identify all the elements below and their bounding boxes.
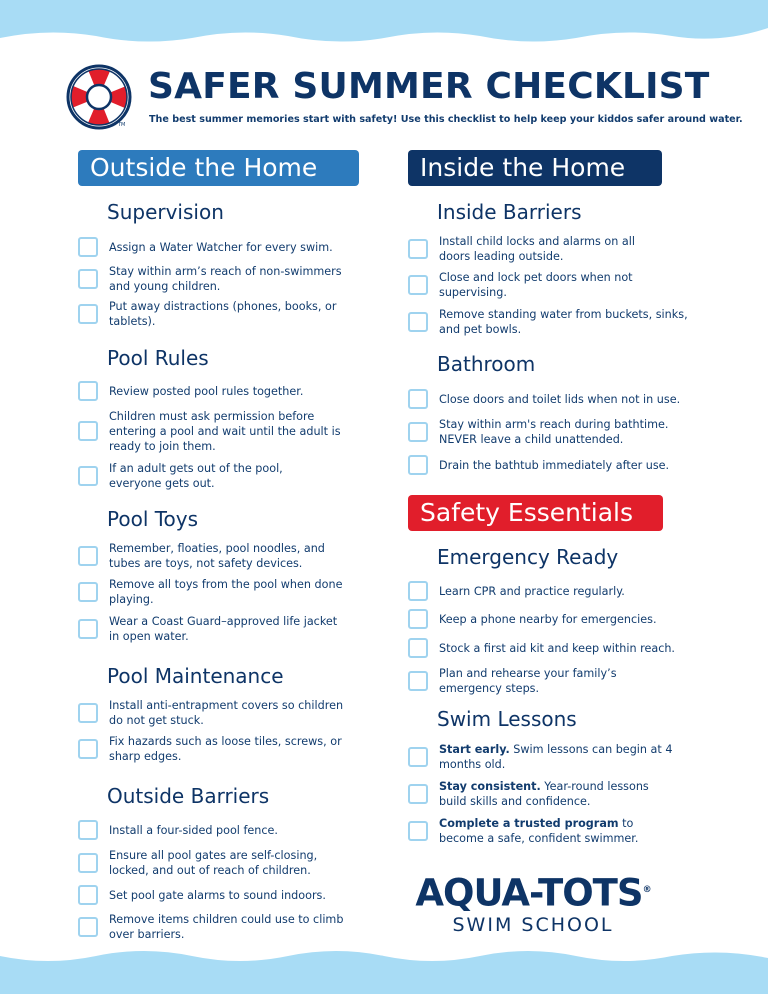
checkbox[interactable] [408, 455, 428, 475]
checkbox[interactable] [78, 381, 98, 401]
group-title: Bathroom [437, 352, 536, 376]
checklist-item [408, 304, 708, 340]
checkbox[interactable] [408, 275, 428, 295]
checkbox[interactable] [78, 917, 98, 937]
checklist-item [78, 573, 368, 611]
group-title: Swim Lessons [437, 707, 577, 731]
aqua-tots-logo [408, 870, 658, 937]
item-text: Set pool gate alarms to sound indoors. [109, 888, 326, 902]
logo-brand [408, 870, 658, 913]
checklist-item [78, 378, 368, 404]
checklist-item [408, 775, 708, 813]
checkbox[interactable] [78, 885, 98, 905]
item-text: Fix hazards such as loose tiles, screws, or sharp edges. [109, 735, 342, 763]
item-text: Remove all toys from the pool when done playing. [109, 578, 343, 606]
checklist-item [78, 696, 368, 730]
checklist-item [408, 739, 708, 775]
checklist-item [78, 458, 368, 494]
group-pool-maintenance [78, 664, 368, 768]
checkbox[interactable] [78, 304, 98, 324]
section-banner-outside: Outside the Home [78, 150, 359, 186]
group-title: Inside Barriers [437, 200, 582, 224]
checkbox[interactable] [408, 671, 428, 691]
logo-subtitle: SWIM SCHOOL [452, 914, 614, 937]
item-text: Drain the bathtub immediately after use. [439, 458, 670, 472]
item-text: Plan and rehearse your family’s emergency steps. [439, 667, 617, 695]
checklist-item [78, 232, 368, 262]
group-bathroom [408, 352, 708, 480]
group-supervision [78, 200, 368, 332]
item-text: Assign a Water Watcher for every swim. [109, 240, 333, 254]
checkbox[interactable] [408, 239, 428, 259]
checkbox[interactable] [78, 421, 98, 441]
group-emergency-ready [408, 545, 708, 699]
item-text: Remember, floaties, pool noodles, and tubes are toys, not safety devices. [109, 542, 325, 570]
checklist-item [78, 296, 368, 332]
checkbox[interactable] [78, 619, 98, 639]
item-text: Install child locks and alarms on all doors leading outside. [439, 235, 635, 263]
checkbox[interactable] [78, 237, 98, 257]
item-text-rest: Swim lessons can begin at 4 months old. [439, 743, 673, 771]
checkbox[interactable] [408, 609, 428, 629]
checklist-item [408, 414, 708, 450]
checkbox[interactable] [78, 703, 98, 723]
item-text: Children must ask permission before entering a pool and wait until the adult is ready to join them. [109, 409, 341, 453]
page-subtitle: The best summer memories start with safety! Use this checklist to help keep your kiddos safer around water. [149, 114, 743, 125]
item-text: Install a four-sided pool fence. [109, 823, 278, 837]
item-text: Close and lock pet doors when not supervising. [439, 271, 633, 299]
group-swim-lessons [408, 707, 708, 849]
checklist-item [408, 813, 708, 849]
checklist-item [408, 232, 708, 266]
checklist-item [78, 816, 368, 844]
group-outside-barriers [78, 784, 368, 946]
checklist-item [408, 266, 708, 304]
checklist-item [408, 605, 708, 633]
item-text: Ensure all pool gates are self-closing, locked, and out of reach of children. [109, 849, 318, 877]
item-text-rest: to become a safe, confident swimmer. [439, 817, 639, 845]
group-title: Pool Maintenance [107, 664, 284, 688]
group-pool-toys [78, 507, 368, 647]
group-title: Supervision [107, 200, 224, 224]
item-text: Stock a first aid kit and keep within reach. [439, 641, 675, 655]
checklist-item [408, 384, 708, 414]
item-text-bold: Stay consistent. [439, 780, 541, 793]
checkbox[interactable] [78, 853, 98, 873]
checkbox[interactable] [78, 269, 98, 289]
logo-brand-text: AQUA-TOTS [415, 871, 643, 915]
checkbox[interactable] [408, 581, 428, 601]
item-text: Stay within arm's reach during bathtime. NEVER leave a child unattended. [439, 418, 669, 446]
checklist-item [78, 844, 368, 882]
checkbox[interactable] [78, 546, 98, 566]
checklist-item [408, 633, 708, 663]
checkbox[interactable] [78, 739, 98, 759]
group-title: Outside Barriers [107, 784, 270, 808]
checkbox[interactable] [408, 312, 428, 332]
checkbox[interactable] [408, 784, 428, 804]
page-title: SAFER SUMMER CHECKLIST [148, 66, 710, 107]
group-title: Emergency Ready [437, 545, 619, 569]
item-text: Keep a phone nearby for emergencies. [439, 612, 657, 626]
section-banner-essentials: Safety Essentials [408, 495, 663, 531]
checklist-item [78, 404, 368, 458]
top-wave-decoration [0, 0, 768, 50]
item-text: Wear a Coast Guard–approved life jacket in open water. [109, 615, 338, 643]
group-inside-barriers [408, 200, 708, 340]
group-title: Pool Toys [107, 507, 199, 531]
checklist-item [78, 262, 368, 296]
checklist-item [78, 882, 368, 908]
item-text: Remove standing water from buckets, sinks, and pet bowls. [439, 308, 688, 336]
checklist-item [78, 539, 368, 573]
life-buoy-icon [66, 64, 132, 130]
item-text: If an adult gets out of the pool, everyone gets out. [109, 462, 283, 490]
bottom-wave-decoration [0, 944, 768, 994]
checklist-item [408, 663, 708, 699]
checkbox[interactable] [408, 389, 428, 409]
checkbox[interactable] [408, 821, 428, 841]
checkbox[interactable] [408, 422, 428, 442]
checklist-item [78, 730, 368, 768]
group-title: Pool Rules [107, 346, 209, 370]
item-text [439, 779, 674, 809]
item-text: Put away distractions (phones, books, or tablets). [109, 300, 337, 328]
item-text: Learn CPR and practice regularly. [439, 584, 625, 598]
item-text-bold: Start early. [439, 743, 510, 756]
group-pool-rules [78, 346, 368, 494]
checkbox[interactable] [78, 820, 98, 840]
item-text: Stay within arm’s reach of non-swimmers and young children. [109, 265, 342, 293]
checklist-item [78, 908, 368, 946]
item-text: Remove items children could use to climb over barriers. [109, 913, 344, 941]
checklist-item [408, 450, 708, 480]
item-text: Close doors and toilet lids when not in use. [439, 392, 681, 406]
checklist-item [408, 577, 708, 605]
section-banner-inside: Inside the Home [408, 150, 662, 186]
item-text-rest: Year-round lessons build skills and confidence. [439, 780, 649, 808]
checkbox[interactable] [408, 747, 428, 767]
item-text: Review posted pool rules together. [109, 384, 304, 398]
registered-mark: ® [642, 885, 651, 895]
trademark-mark: TM [118, 122, 126, 128]
item-text [439, 742, 674, 772]
checklist-item [78, 611, 368, 647]
item-text: Install anti-entrapment covers so children do not get stuck. [109, 699, 344, 727]
checkbox[interactable] [78, 466, 98, 486]
item-text-bold: Complete a trusted program [439, 817, 619, 830]
item-text [439, 816, 674, 846]
checkbox[interactable] [78, 582, 98, 602]
checkbox[interactable] [408, 638, 428, 658]
